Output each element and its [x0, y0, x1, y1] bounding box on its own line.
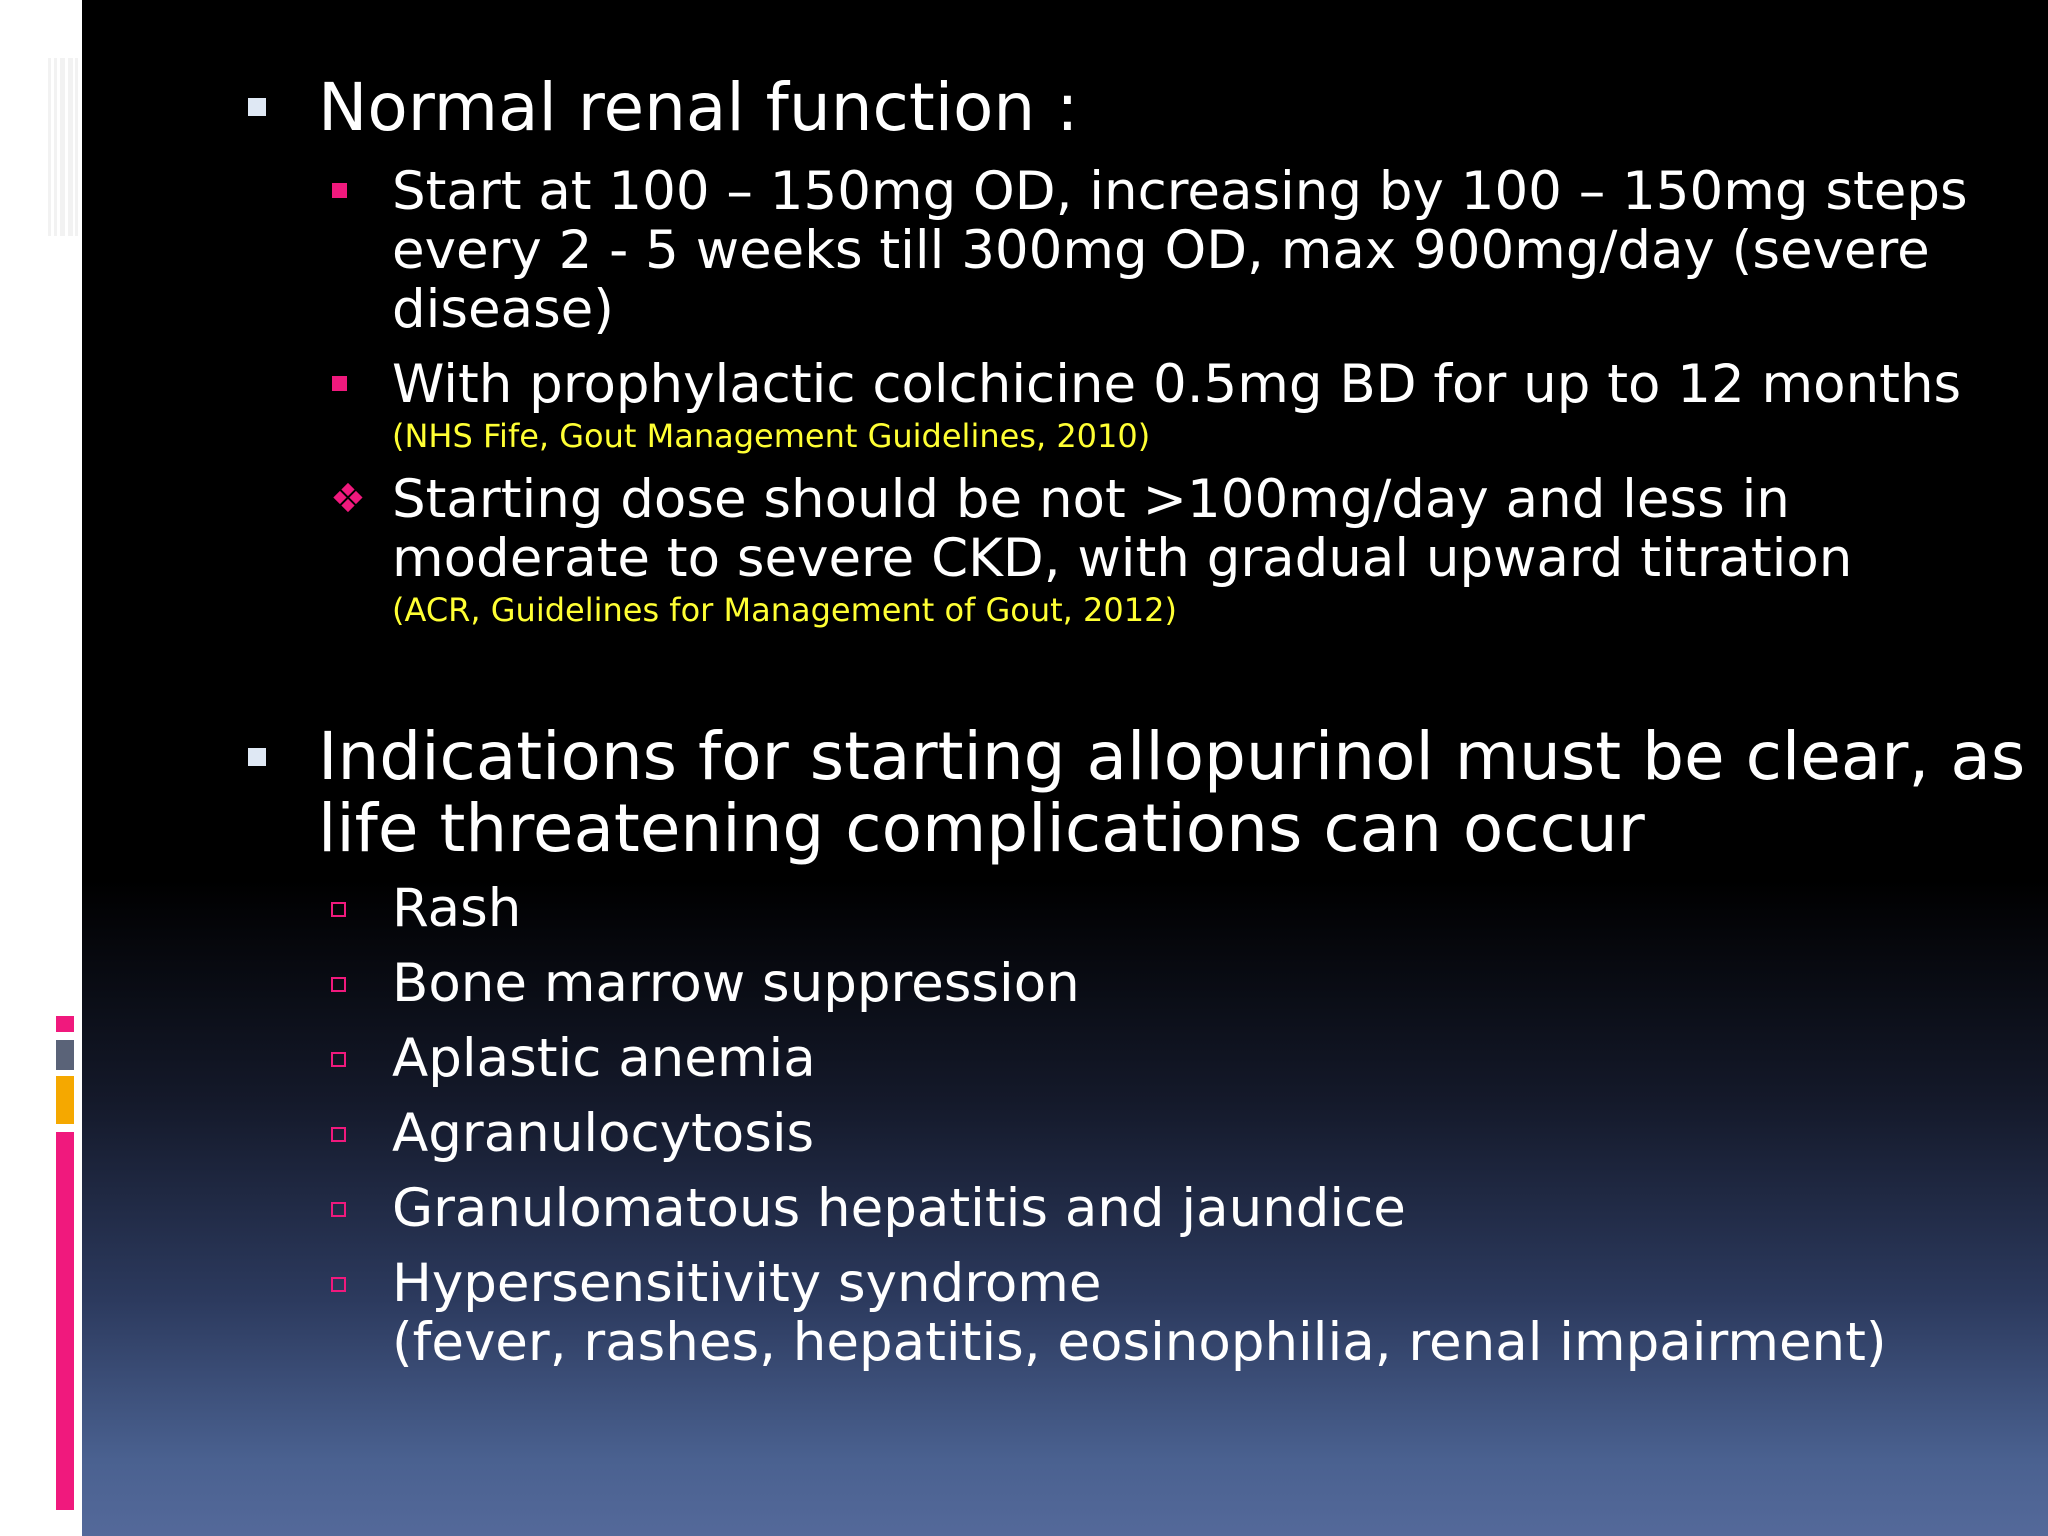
square-bullet-icon	[248, 98, 266, 116]
point3-reference: (ACR, Guidelines for Management of Gout, 2012)	[392, 591, 1177, 629]
complication-hypersensitivity: Hypersensitivity syndrome	[392, 1253, 1102, 1314]
decorative-stripes	[48, 58, 78, 236]
complication-agranulocytosis: Agranulocytosis	[392, 1103, 815, 1164]
hollow-square-bullet-icon	[331, 902, 346, 917]
pink-square-bullet-icon	[332, 376, 347, 391]
point1-line3: disease)	[392, 279, 614, 340]
complication-aplastic-anemia: Aplastic anemia	[392, 1028, 816, 1089]
hollow-square-bullet-icon	[331, 1052, 346, 1067]
point2-reference: (NHS Fife, Gout Management Guidelines, 2010)	[392, 417, 1151, 455]
accent-bar-pink-small	[56, 1016, 74, 1032]
point1-line1: Start at 100 – 150mg OD, increasing by 100 – 150mg steps	[392, 161, 1968, 222]
four-diamond-bullet-icon: ❖	[330, 476, 366, 522]
square-bullet-icon	[248, 748, 266, 766]
complication-hepatitis: Granulomatous hepatitis and jaundice	[392, 1178, 1406, 1239]
section1-heading: Normal renal function :	[318, 69, 1079, 146]
left-margin-panel	[0, 0, 82, 1536]
hollow-square-bullet-icon	[331, 1202, 346, 1217]
point2-line1: With prophylactic colchicine 0.5mg BD for up to 12 months	[392, 354, 1962, 415]
accent-bar-slate	[56, 1040, 74, 1070]
complication-rash: Rash	[392, 878, 522, 939]
hollow-square-bullet-icon	[331, 977, 346, 992]
point3-line2: moderate to severe CKD, with gradual upward titration	[392, 528, 1853, 589]
section2-heading-line1: Indications for starting allopurinol must be clear, as	[318, 718, 2026, 795]
pink-square-bullet-icon	[332, 183, 347, 198]
hollow-square-bullet-icon	[331, 1127, 346, 1142]
complication-bone-marrow: Bone marrow suppression	[392, 953, 1080, 1014]
hypersensitivity-detail: (fever, rashes, hepatitis, eosinophilia, renal impairment)	[392, 1312, 1887, 1373]
section2-heading-line2: life threatening complications can occur	[318, 790, 1645, 867]
point1-line2: every 2 - 5 weeks till 300mg OD, max 900mg/day (severe	[392, 220, 1930, 281]
accent-bar-amber	[56, 1076, 74, 1124]
hollow-square-bullet-icon	[331, 1277, 346, 1292]
point3-line1: Starting dose should be not >100mg/day and less in	[392, 469, 1790, 530]
accent-bar-pink-tall	[56, 1132, 74, 1510]
